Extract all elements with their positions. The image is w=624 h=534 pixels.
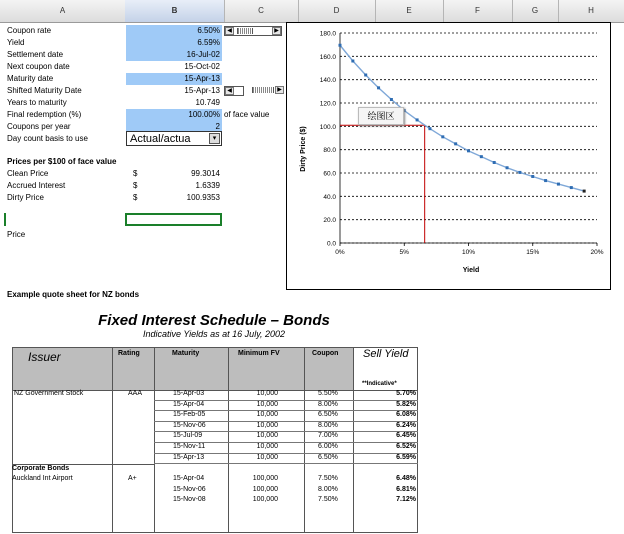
yield-cell: 6.81% bbox=[396, 485, 416, 493]
yield-cell: 5.82% bbox=[396, 400, 416, 408]
maturity-cell: 15-Apr-03 bbox=[173, 390, 205, 397]
col-divider bbox=[304, 347, 305, 533]
selected-cell[interactable] bbox=[125, 213, 222, 226]
issuer-header: Issuer bbox=[28, 350, 61, 364]
data-point bbox=[390, 98, 393, 101]
minimum-fv-cell: 100,000 bbox=[252, 475, 278, 482]
maturity-cell: 15-Feb-05 bbox=[173, 411, 206, 419]
data-point bbox=[428, 127, 431, 130]
y-tick-label: 140.0 bbox=[319, 77, 336, 85]
years-to-maturity-cell[interactable]: 10.749 bbox=[195, 98, 220, 107]
data-point bbox=[339, 44, 342, 47]
x-tick-label: 15% bbox=[526, 249, 540, 256]
x-tick-label: 0% bbox=[335, 249, 345, 256]
maturity-cell: 15-Apr-04 bbox=[173, 475, 205, 482]
data-point bbox=[557, 183, 560, 186]
minimum-fv-cell: 10,000 bbox=[256, 443, 278, 450]
y-tick-label: 180.0 bbox=[319, 30, 336, 38]
minimum-fv-cell: 10,000 bbox=[256, 453, 278, 461]
coupon-cell: 8.00% bbox=[318, 400, 338, 408]
settlement-date-cell[interactable]: 16-Jul-02 bbox=[126, 49, 222, 61]
rating-cell: A+ bbox=[128, 475, 137, 482]
schedule-title: Fixed Interest Schedule – Bonds bbox=[98, 312, 330, 329]
minimum-fv-cell: 10,000 bbox=[256, 411, 278, 419]
currency-symbol: $ bbox=[133, 181, 138, 190]
currency-symbol: $ bbox=[133, 193, 138, 202]
day-count-dropdown[interactable] bbox=[126, 131, 222, 146]
col-divider bbox=[112, 347, 113, 533]
issuer-cell: NZ Government Stock bbox=[14, 390, 84, 397]
data-point bbox=[467, 149, 470, 152]
coupon-cell: 6.50% bbox=[318, 411, 338, 419]
column-header-b[interactable]: B bbox=[125, 0, 225, 22]
data-point bbox=[351, 60, 354, 63]
col-divider bbox=[154, 347, 155, 533]
accrued-interest-value[interactable]: 1.6339 bbox=[195, 181, 220, 190]
row-divider bbox=[154, 463, 418, 464]
y-tick-label: 80.0 bbox=[323, 147, 336, 155]
minimum-fv-cell: 100,000 bbox=[252, 485, 278, 493]
chart-x-label: Yield bbox=[462, 267, 480, 274]
maturity-spinner-right[interactable] bbox=[252, 86, 284, 96]
row-label: Coupon rate bbox=[7, 26, 52, 35]
coupon-header: Coupon bbox=[312, 350, 339, 357]
data-point bbox=[570, 186, 573, 189]
spinner-thumb[interactable] bbox=[237, 28, 253, 34]
maturity-cell: 15-Nov-08 bbox=[173, 496, 206, 504]
minimum-fv-cell: 100,000 bbox=[252, 496, 278, 504]
row-label: Final redemption (%) bbox=[7, 110, 82, 119]
coupon-rate-cell[interactable]: 6.50% bbox=[126, 25, 222, 37]
plot-area-tooltip: 绘图区 bbox=[358, 107, 404, 125]
data-point bbox=[480, 155, 483, 158]
column-header-h[interactable]: H bbox=[588, 6, 594, 15]
maturity-cell: 15-Apr-13 bbox=[173, 453, 205, 461]
accrued-interest-label: Accrued Interest bbox=[7, 181, 66, 190]
minimum-fv-header: Minimum FV bbox=[238, 350, 280, 357]
data-point bbox=[544, 179, 547, 182]
chevron-left-icon[interactable]: ◀ bbox=[225, 87, 234, 95]
sell-yield-header: Sell Yield bbox=[363, 348, 409, 360]
x-tick-label: 10% bbox=[461, 249, 476, 256]
coupon-cell: 6.50% bbox=[318, 453, 338, 461]
group-title: Corporate Bonds bbox=[12, 465, 70, 472]
day-count-value: Actual/actua bbox=[130, 133, 191, 145]
chevron-down-icon[interactable]: ▾ bbox=[209, 133, 220, 144]
dirty-price-label: Dirty Price bbox=[7, 193, 44, 202]
coupon-cell: 5.50% bbox=[318, 390, 338, 397]
x-tick-label: 5% bbox=[399, 249, 409, 256]
spinner-thumb[interactable] bbox=[252, 87, 274, 93]
maturity-date-cell[interactable]: 15-Apr-13 bbox=[126, 73, 222, 85]
y-tick-label: 40.0 bbox=[323, 193, 336, 201]
y-tick-label: 160.0 bbox=[319, 53, 336, 61]
row-label: Maturity date bbox=[7, 74, 54, 83]
coupon-cell: 6.00% bbox=[318, 443, 338, 450]
row-label: Shifted Maturity Date bbox=[7, 86, 82, 95]
column-header-d[interactable]: D bbox=[298, 0, 376, 22]
coupons-per-year-cell[interactable]: 2 bbox=[126, 121, 222, 133]
rating-cell: AAA bbox=[128, 390, 143, 397]
maturity-cell: 15-Jul-09 bbox=[173, 432, 203, 440]
price-label: Price bbox=[7, 230, 26, 239]
column-header-f[interactable]: F bbox=[443, 0, 513, 22]
column-header-a[interactable]: A bbox=[0, 0, 126, 22]
dirty-price-value[interactable]: 100.9353 bbox=[186, 193, 220, 202]
y-tick-label: 60.0 bbox=[323, 170, 336, 178]
indicative-header: **Indicative* bbox=[362, 381, 397, 387]
minimum-fv-cell: 10,000 bbox=[256, 400, 278, 408]
fixed-interest-schedule bbox=[8, 304, 420, 534]
row-label: Settlement date bbox=[7, 50, 64, 59]
row-selection-marker bbox=[4, 213, 6, 226]
row-label: Day count basis to use bbox=[7, 134, 88, 143]
y-tick-label: 120.0 bbox=[319, 100, 336, 108]
yield-cell: 6.24% bbox=[396, 421, 416, 429]
y-tick-label: 100.0 bbox=[319, 123, 336, 131]
row-label: Coupons per year bbox=[7, 122, 71, 131]
chart-svg bbox=[287, 23, 612, 291]
issuer-cell: Auckland Int Airport bbox=[12, 475, 73, 482]
data-point bbox=[377, 86, 380, 89]
yield-cell: 6.45% bbox=[396, 432, 416, 440]
data-point bbox=[454, 142, 457, 145]
yield-cell: 5.70% bbox=[396, 390, 416, 397]
yield-cell: 6.08% bbox=[396, 411, 416, 419]
coupon-cell: 7.50% bbox=[318, 496, 338, 504]
column-header-bar bbox=[0, 0, 624, 23]
chevron-right-icon[interactable]: ▶ bbox=[272, 27, 281, 35]
col-divider bbox=[353, 347, 354, 533]
yield-cell: 6.59% bbox=[396, 453, 416, 461]
maturity-cell: 15-Apr-04 bbox=[173, 400, 205, 408]
minimum-fv-cell: 10,000 bbox=[256, 390, 278, 397]
y-tick-label: 0.0 bbox=[326, 240, 336, 248]
column-header-c[interactable]: C bbox=[224, 0, 299, 22]
col-divider bbox=[228, 347, 229, 533]
coupon-cell: 8.00% bbox=[318, 421, 338, 429]
clean-price-label: Clean Price bbox=[7, 169, 49, 178]
schedule-subtitle: Indicative Yields as at 16 July, 2002 bbox=[142, 329, 286, 339]
final-redemption-cell[interactable]: 100.00% bbox=[126, 109, 222, 121]
prices-heading: Prices per $100 of face value bbox=[7, 157, 117, 166]
data-point bbox=[531, 175, 534, 178]
minimum-fv-cell: 10,000 bbox=[256, 421, 278, 429]
column-header-g[interactable]: G bbox=[512, 0, 559, 22]
maturity-spinner[interactable] bbox=[224, 86, 244, 96]
shifted-maturity-cell[interactable]: 15-Apr-13 bbox=[184, 86, 220, 95]
face-value-note: of face value bbox=[224, 110, 270, 119]
column-header-e[interactable]: E bbox=[375, 0, 444, 22]
data-point bbox=[518, 171, 521, 174]
x-tick-label: 20% bbox=[590, 249, 604, 256]
data-point bbox=[441, 135, 444, 138]
currency-symbol: $ bbox=[133, 169, 138, 178]
minimum-fv-cell: 10,000 bbox=[256, 432, 278, 440]
yield-cell: 6.52% bbox=[396, 443, 416, 450]
data-point bbox=[364, 74, 367, 77]
rating-header: Rating bbox=[118, 350, 140, 357]
coupon-cell: 7.00% bbox=[318, 432, 338, 440]
price-yield-chart[interactable] bbox=[286, 22, 611, 290]
maturity-cell: 15-Nov-06 bbox=[173, 485, 206, 493]
chart-y-label: Dirty Price ($) bbox=[300, 126, 307, 172]
row-label: Yield bbox=[7, 38, 25, 47]
chevron-left-icon[interactable]: ◀ bbox=[225, 27, 234, 35]
data-point bbox=[583, 190, 586, 193]
coupon-rate-spinner[interactable] bbox=[224, 26, 282, 36]
yield-cell: 6.48% bbox=[396, 475, 416, 482]
yield-cell: 7.12% bbox=[396, 496, 416, 504]
row-label: Next coupon date bbox=[7, 62, 70, 71]
data-point bbox=[506, 166, 509, 169]
next-coupon-date-cell[interactable]: 15-Oct-02 bbox=[184, 62, 220, 71]
row-label: Years to maturity bbox=[7, 98, 67, 107]
yield-cell[interactable]: 6.59% bbox=[126, 37, 222, 49]
data-point bbox=[416, 118, 419, 121]
maturity-cell: 15-Nov-11 bbox=[173, 443, 206, 450]
maturity-cell: 15-Nov-06 bbox=[173, 421, 206, 429]
maturity-header: Maturity bbox=[172, 350, 200, 357]
example-label: Example quote sheet for NZ bonds bbox=[7, 290, 140, 299]
clean-price-value[interactable]: 99.3014 bbox=[191, 169, 220, 178]
y-tick-label: 20.0 bbox=[323, 217, 336, 225]
coupon-cell: 7.50% bbox=[318, 475, 338, 482]
coupon-cell: 8.00% bbox=[318, 485, 338, 493]
chevron-right-icon[interactable]: ▶ bbox=[275, 86, 284, 94]
data-point bbox=[493, 161, 496, 164]
